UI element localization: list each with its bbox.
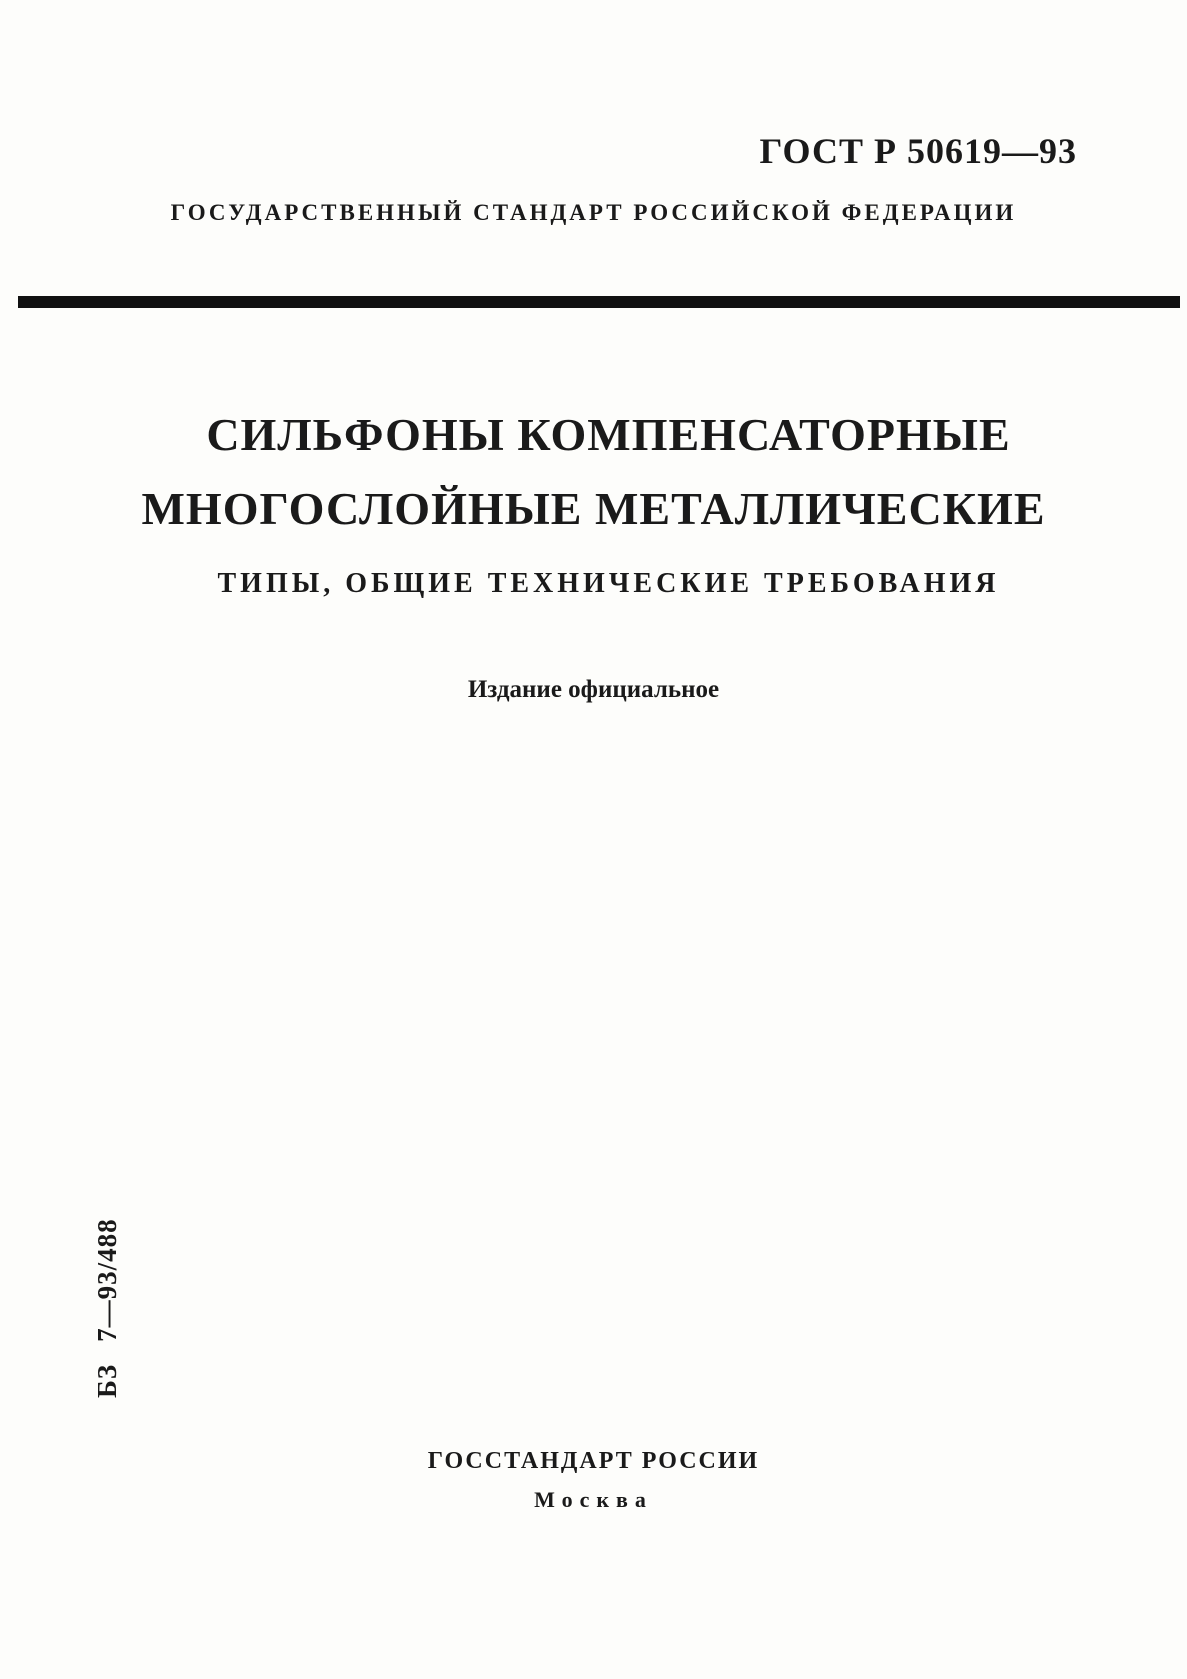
side-code [92, 1218, 123, 1398]
side-code-number: 7—93/488 [92, 1218, 122, 1342]
title-line-1: СИЛЬФОНЫ КОМПЕНСАТОРНЫЕ [206, 409, 1011, 460]
publisher: ГОССТАНДАРТ РОССИИ [427, 1448, 760, 1474]
gost-number: ГОСТ Р 50619—93 [759, 131, 1077, 171]
side-code-prefix: БЗ [92, 1363, 122, 1398]
title-line-2: МНОГОСЛОЙНЫЕ МЕТАЛЛИЧЕСКИЕ [141, 483, 1046, 534]
subtitle: ТИПЫ, ОБЩИЕ ТЕХНИЧЕСКИЕ ТРЕБОВАНИЯ [217, 568, 1000, 599]
city: Москва [534, 1487, 653, 1512]
horizontal-rule [18, 296, 1180, 308]
edition-note: Издание официальное [467, 676, 720, 703]
state-standard-heading: ГОСУДАРСТВЕННЫЙ СТАНДАРТ РОССИЙСКОЙ ФЕДЕРАЦИИ [170, 200, 1017, 225]
